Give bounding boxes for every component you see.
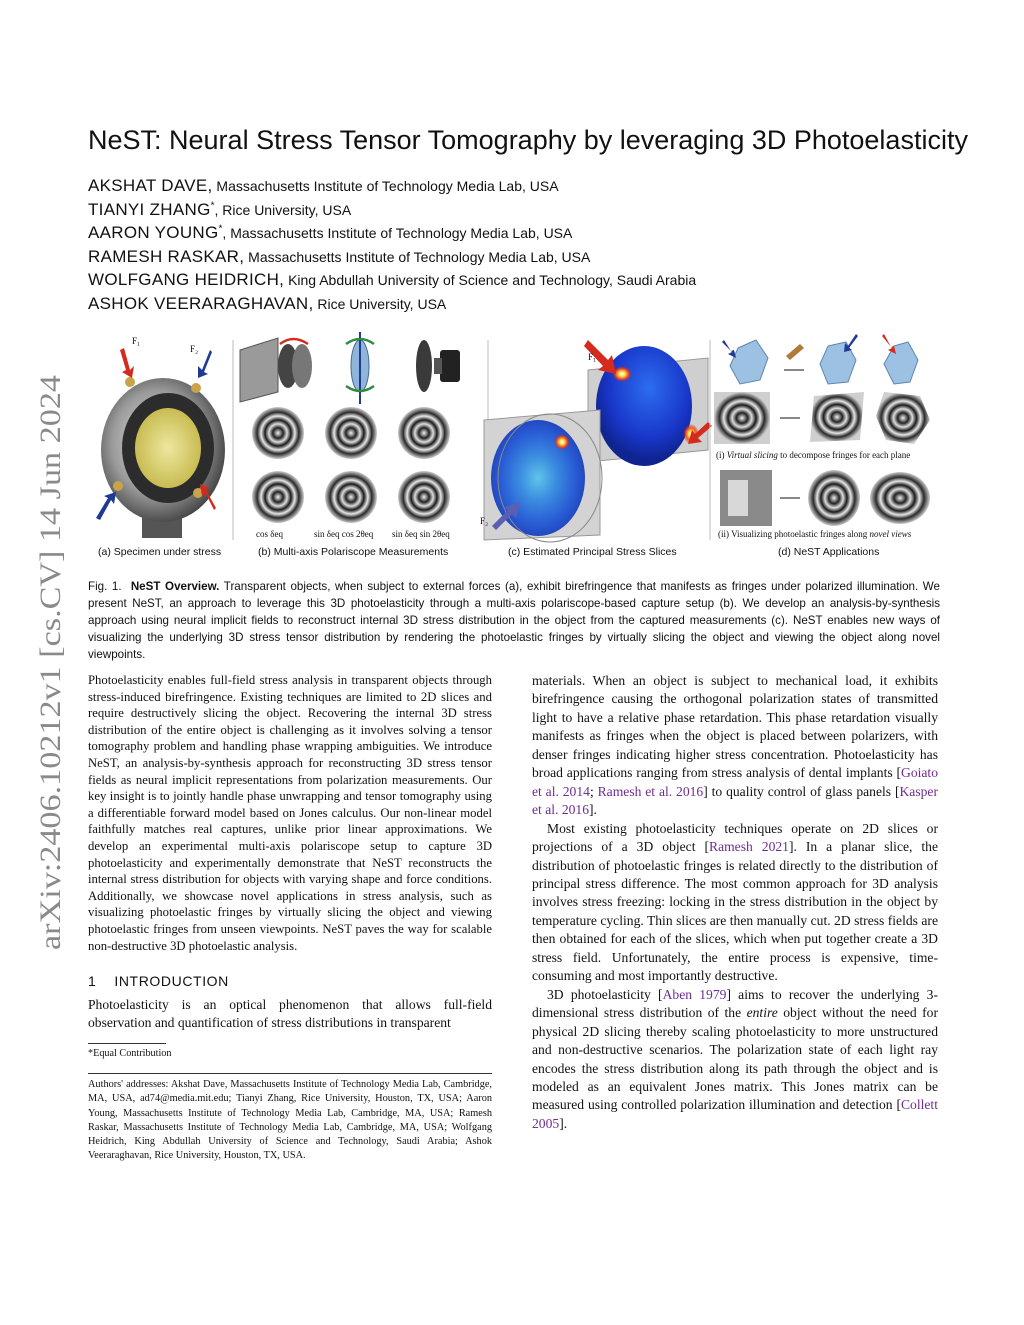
fringe-image — [252, 471, 304, 523]
footnote-rule — [88, 1043, 166, 1044]
app-caption-ii-em: novel views — [869, 529, 912, 539]
subcaption-d: (d) NeST Applications — [778, 546, 880, 558]
force-arrow-red — [120, 348, 134, 378]
fringe-image — [398, 471, 450, 523]
camera-lens — [434, 358, 442, 374]
author-affiliation: Massachusetts Institute of Technology Media Lab, USA — [244, 248, 591, 265]
measurement-label: sin δeq sin 2θeq — [392, 529, 450, 539]
paragraph — [532, 986, 938, 1134]
section-title: INTRODUCTION — [114, 973, 229, 989]
author-line — [88, 198, 948, 222]
author-name: RAMESH RASKAR, — [88, 246, 245, 266]
measurement-label: sin δeq cos 2θeq — [314, 529, 374, 539]
author-affiliation: , Rice University, USA — [214, 201, 352, 218]
novel-view-fringe — [808, 470, 860, 526]
polarizer-sheet — [240, 338, 278, 402]
measurement-label: cos δeq — [256, 529, 283, 539]
polarizer-filter — [292, 344, 312, 388]
rotation-arrow — [280, 339, 308, 344]
specimen-panel — [96, 336, 225, 558]
fringe-image — [252, 407, 304, 459]
polariscope-panel — [240, 332, 460, 558]
section-number: 1 — [88, 973, 97, 989]
subcaption-a: (a) Specimen under stress — [98, 546, 222, 558]
paragraph — [532, 820, 938, 986]
body-text: ] aims to recover the underlying 3-dimensional stress distribution of the — [532, 986, 938, 1021]
footnote: *Equal Contribution — [88, 1048, 172, 1059]
author-name: ASHOK VEERARAGHAVAN, — [88, 293, 314, 313]
author-affiliation: King Abdullah University of Science and Technology, Saudi Arabia — [284, 272, 697, 288]
knife-icon — [786, 344, 804, 360]
applications-panel — [714, 334, 930, 558]
author-equal-mark: * — [210, 200, 215, 212]
force-arrow-red — [882, 334, 896, 354]
author-name: TIANYI ZHANG — [88, 199, 211, 219]
fringe-image — [325, 471, 377, 523]
citation-link[interactable]: Collett 2005 — [532, 1097, 938, 1131]
subcaption-b: (b) Multi-axis Polariscope Measurements — [258, 546, 449, 558]
paper-title: NeST: Neural Stress Tensor Tomography by leveraging 3D Photoelasticity — [88, 125, 968, 155]
citation-link[interactable]: Goiato et al. 2014 — [532, 765, 938, 799]
body-text: Most existing photoelasticity techniques operate on 2D slices or projections of a 3D object [ — [532, 820, 938, 855]
paragraph — [532, 672, 938, 820]
force-label-f1: F₁ — [588, 352, 597, 362]
section-heading — [88, 973, 229, 989]
mount-bolt — [113, 481, 123, 491]
virtual-slice-cube — [730, 340, 768, 384]
subcaption-c: (c) Estimated Principal Stress Slices — [508, 546, 677, 558]
author-line — [88, 268, 948, 292]
citation-link[interactable]: Ramesh et al. 2016 — [597, 783, 704, 799]
author-name: WOLFGANG HEIDRICH, — [88, 270, 285, 289]
app-caption-ii-prefix: (ii) Visualizing photoelastic fringes along — [718, 529, 870, 539]
author-name: AKSHAT DAVE, — [88, 176, 213, 195]
teaser-figure — [88, 330, 948, 565]
body-text: ]. — [589, 802, 597, 818]
sliced-fringe-image — [714, 392, 770, 444]
author-affiliation: , Massachusetts Institute of Technology Media Lab, USA — [222, 225, 573, 241]
caption-text: Transparent objects, when subject to external forces (a), exhibit birefringence that manifests as fringes under polarized illumination. We present NeST, an approach to leverage this 3D photoelasticity through a multi-axis polariscope-based capture setup (b). We develop an analysis-by-synthesis approach using neural implicit fields to reconstruct internal 3D stress distribution in the object from the captured measurements (c). NeST enables new ways of visualizing the underlying 3D stress tensor distribution by rendering the photoelastic fringes by virtually slicing the object and viewing the object along novel viewpoints. — [88, 580, 940, 662]
arxiv-stamp — [14, 360, 76, 960]
intro-paragraph: Photoelasticity is an optical phenomenon that allows full-field observation and quantification of stress distributions in transparent — [88, 997, 492, 1031]
citation-link[interactable]: Aben 1979 — [662, 986, 727, 1002]
figure-caption — [88, 578, 940, 663]
stress-hotspot — [612, 366, 632, 382]
citation-link[interactable]: Ramesh 2021 — [709, 839, 789, 855]
author-addresses: Authors' addresses: Akshat Dave, Massachusetts Institute of Technology Media Lab, Cambridge, MA, USA, ad74@media.mit.edu; Tianyi Zhang, Rice University, Houston, TX, USA; Aaron Young, Massachusetts Institute of Technology Media Lab, Cambridge, MA, USA; Ramesh Raskar, Massachusetts Institute of Technology Media Lab, Cambridge, MA, USA; Wolfgang Heidrich, King Abdullah University of Science and Technology, Saudi Arabia; Ashok Veeraraghavan, Rice University, Houston, TX, USA. — [88, 1079, 492, 1162]
virtual-slice-cube — [884, 342, 918, 384]
author-affiliation: Rice University, USA — [313, 295, 447, 312]
force-label-f2: F₂ — [480, 516, 489, 526]
author-line — [88, 245, 948, 269]
app-caption-i — [716, 450, 910, 460]
mount-bolt — [125, 377, 135, 387]
author-list — [88, 174, 948, 315]
app-caption-ii — [718, 529, 912, 539]
force-arrow-blue — [96, 492, 116, 520]
caption-bold: NeST Overview. — [130, 580, 220, 593]
author-line — [88, 221, 948, 245]
body-text: ] to quality control of glass panels [ — [703, 783, 900, 799]
novel-view-fringe — [870, 472, 930, 524]
arxiv-stamp-text: arXiv:2406.10212v1 [cs.CV] 14 Jun 2024 — [34, 445, 67, 950]
force-label-f1: F₁ — [132, 336, 141, 346]
citation-link[interactable]: Kasper et al. 2016 — [532, 783, 938, 818]
body-text: 3D photoelasticity [ — [547, 986, 663, 1002]
force-arrow-blue — [198, 350, 212, 378]
body-text: ; — [589, 783, 598, 799]
abstract: Photoelasticity enables full-field stress analysis in transparent objects through stress-induced birefringence. Existing techniques are limited to 2D slices and require destructively slicing the object. Recovering the internal 3D stress distribution of the entire object is challenging as it involves solving a tensor tomography problem and handling phase wrapping ambiguities. We introduce NeST, an analysis-by-synthesis approach for reconstructing 3D stress tensor fields as neural implicit representations from polarization measurements. Our key insight is to jointly handle phase unwrapping and tensor tomography using a differentiable forward model based on Jones calculus. Our non-linear model faithfully matches real captures, unlike prior linear approximations. We develop an experimental multi-axis polariscope setup to capture 3D photoelasticity and experimentally demonstrate that NeST reconstructs the internal stress distribution for objects with varying shape and force conditions. Additionally, we showcase novel applications in stress analysis, such as visualizing photoelastic fringes by virtually slicing the object and viewing photoelastic fringes from unseen viewpoints. NeST paves the way for scalable non-destructive 3D photoelastic analysis. — [88, 673, 492, 953]
right-column — [532, 672, 938, 1133]
specimen-sample — [135, 408, 201, 488]
address-rule — [88, 1073, 492, 1074]
body-text-emphasis: entire — [746, 1005, 778, 1021]
body-text: ]. — [559, 1115, 568, 1131]
mount-bolt — [191, 383, 201, 393]
force-arrow-blue — [722, 340, 736, 358]
fringe-image — [398, 407, 450, 459]
author-line — [88, 174, 948, 198]
author-equal-mark: * — [218, 223, 223, 235]
body-text: materials. When an object is subject to mechanical load, it exhibits birefringence causing the orthogonal polarization states of transmitted light to have a relative phase retardation. This phase retardation visually manifests as fringes when the object is placed between polarizers, with denser fringes indicating higher stress concentration. Photoelasticity has broad applications ranging from stress analysis of dental implants [ — [532, 673, 938, 781]
fringe-image — [325, 407, 377, 459]
novel-view-object — [728, 480, 748, 516]
body-text: ]. In a planar slice, the distribution of photoelastic fringes is related directly to the distribution of principal stress difference. The most common approach for 3D analysis involves stress freezing: locking in the stress distribution in the object by temperature cycling. Thin slices are then manually cut. 2D stress fields are then obtained for each of the slices, which when put together create a 3D stress field. Unfortunately, the entire process is expensive, time-consuming and most importantly destructive. — [532, 839, 939, 984]
app-caption-i-rest: to decompose fringes for each plane — [777, 450, 911, 460]
stress-slices-panel — [480, 340, 712, 558]
author-affiliation: Massachusetts Institute of Technology Media Lab, USA — [212, 178, 559, 194]
camera-body — [440, 350, 460, 382]
stress-hotspot — [554, 434, 570, 450]
author-line — [88, 292, 948, 316]
virtual-slice-cube — [820, 342, 856, 384]
sliced-fringe-image — [810, 392, 864, 442]
caption-label: Fig. 1. — [88, 580, 122, 593]
app-caption-i-em: Virtual slicing — [726, 450, 778, 460]
body-text: object without the need for physical 2D slicing thereby scaling photoelasticity to more unstructured and non-destructive scenarios. The polarization state of each light ray encodes the stress distribution along its path through the object and is modeled as an equivalent Jones matrix. This Jones matrix can be measured using controlled polarization illumination and detection [ — [532, 1005, 938, 1113]
force-label-f2: F₂ — [190, 344, 199, 354]
analyzer-filter — [416, 340, 432, 392]
sliced-fringe-image — [876, 392, 930, 444]
author-name: AARON YOUNG — [88, 223, 219, 242]
app-caption-i-prefix: (i) — [716, 450, 727, 460]
